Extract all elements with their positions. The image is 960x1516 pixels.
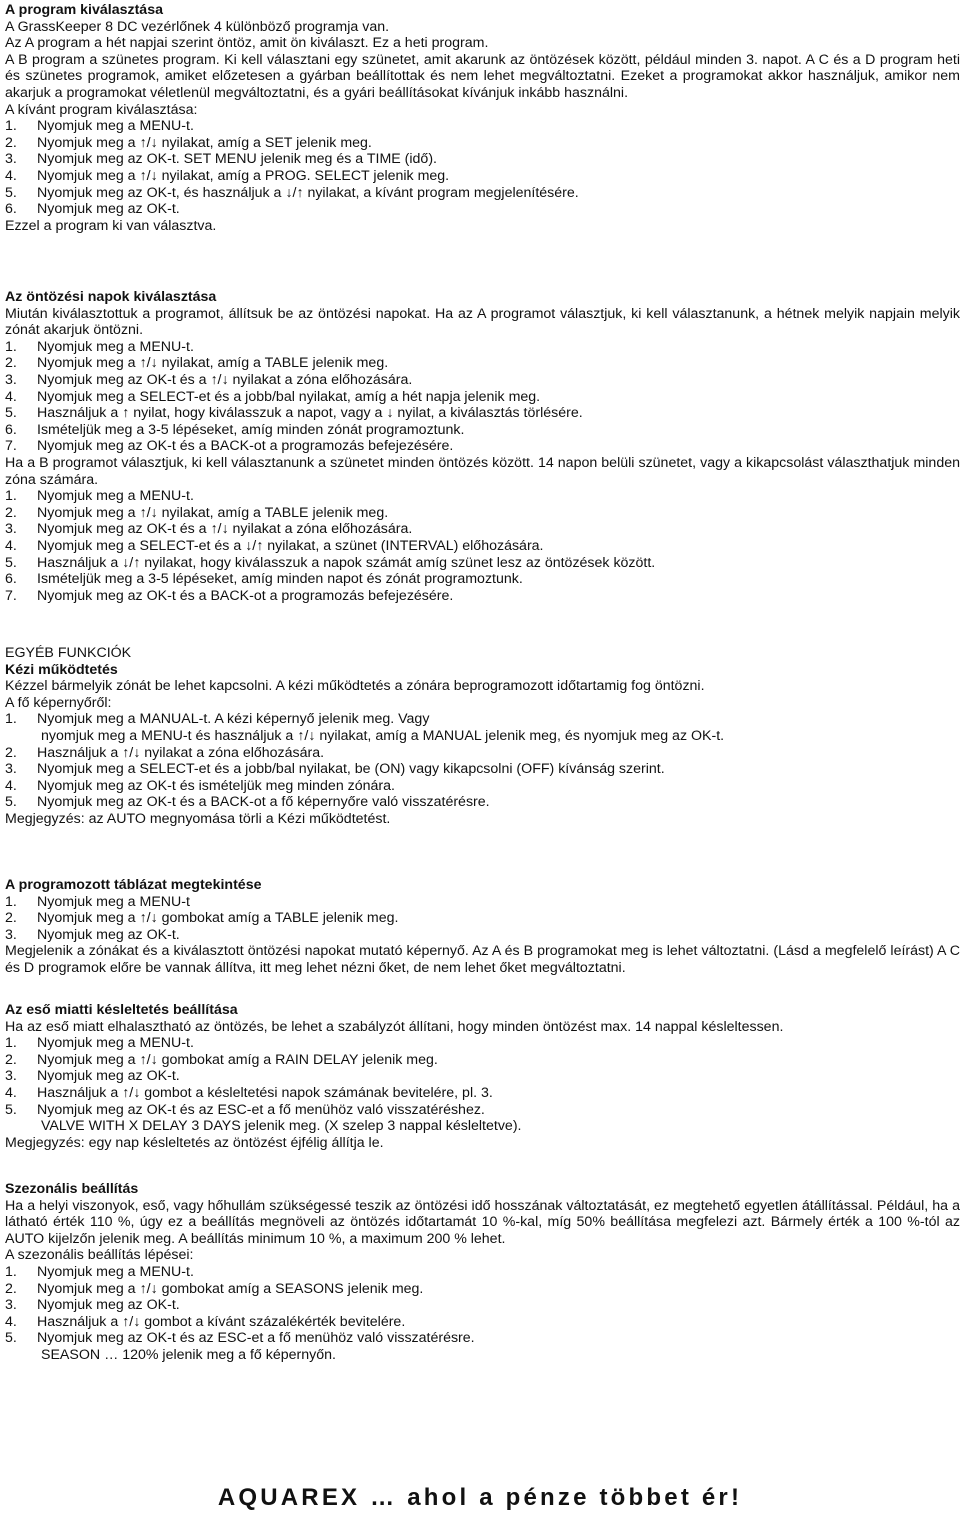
step-text: Nyomjuk meg az OK-t és a ↑/↓ nyilakat a zóna előhozására. <box>37 521 413 538</box>
step-text: Nyomjuk meg az OK-t. <box>37 1068 180 1085</box>
step-item: 2. Nyomjuk meg a ↑/↓ nyilakat, amíg a TABLE jelenik meg. <box>5 355 389 372</box>
paragraph: Megjelenik a zónákat és a kiválasztott öntözési napokat mutató képernyő. Az A és B programokat meg is lehet változtatni. (Lásd a megfelelő leírást) A C és D programok előre be vannak állítva, itt meg lehet nézni őket, de nem lehet őket megváltoztatni. <box>5 943 960 976</box>
step-text: Nyomjuk meg az OK-t és a BACK-ot a programozás befejezésére. <box>37 438 454 455</box>
step-text: Nyomjuk meg az OK-t és a ↑/↓ nyilakat a zóna előhozására. <box>37 371 413 388</box>
step-item: 2. Használjuk a ↑/↓ nyilakat a zóna előhozására. <box>5 744 325 761</box>
step-item: 1. Nyomjuk meg a MENU-t. <box>5 1263 194 1280</box>
step-text: Használjuk a ↑/↓ gombot a késleltetési napok számának bevitelére, pl. 3. <box>37 1084 493 1101</box>
step-item: 4. Használjuk a ↑/↓ gombot a kívánt százalékérték bevitelére. <box>5 1313 406 1330</box>
step-item: 1. Nyomjuk meg a MENU-t. <box>5 338 194 355</box>
paragraph: Ha az eső miatt elhalasztható az öntözés, be lehet a szabályzót állítani, hogy minden öntözést max. 14 nappal késleltessen. <box>5 1018 784 1035</box>
step-item: 7. Nyomjuk meg az OK-t és a BACK-ot a programozás befejezésére. <box>5 587 454 604</box>
step-text: Nyomjuk meg az OK-t. SET MENU jelenik meg és a TIME (idő). <box>37 151 437 168</box>
step-text: Használjuk a ↑ nyilat, hogy kiválasszuk a napot, vagy a ↓ nyilat, a kiválasztás törlésére. <box>37 405 583 422</box>
step-item: 5. Használjuk a ↓/↑ nyilakat, hogy kiválasszuk a napok számát amíg szünet lesz az öntözések között. <box>5 554 656 571</box>
step-item: 3. Nyomjuk meg az OK-t. <box>5 1068 180 1085</box>
step-item: 1. Nyomjuk meg a MENU-t. <box>5 488 194 505</box>
step-text: Nyomjuk meg a ↑/↓ gombokat amíg a TABLE jelenik meg. <box>37 910 399 927</box>
section-title: Kézi működtetés <box>5 661 118 678</box>
step-text: Nyomjuk meg a MENU-t. <box>37 1263 194 1280</box>
section-rain-delay <box>5 1002 960 1151</box>
section-heading: EGYÉB FUNKCIÓK <box>5 645 132 661</box>
section-table <box>5 877 960 977</box>
paragraph: Kézzel bármelyik zónát be lehet kapcsolni. A kézi működtetés a zónára beprogramozott időtartamig fog öntözni. <box>5 678 705 695</box>
step-item: 2. Nyomjuk meg a ↑/↓ gombokat amíg a SEASONS jelenik meg. <box>5 1280 424 1297</box>
step-item: 5. Nyomjuk meg az OK-t és az ESC-et a fő menühöz való visszatéréshez. <box>5 1101 485 1118</box>
step-text: Nyomjuk meg a SELECT-et és a jobb/bal nyilakat, be (ON) vagy kikapcsolni (OFF) kívánság szerint. <box>37 761 665 778</box>
step-text: Nyomjuk meg a ↑/↓ gombokat amíg a SEASONS jelenik meg. <box>37 1280 424 1297</box>
step-item: 1. Nyomjuk meg a MANUAL-t. A kézi képernyő jelenik meg. Vagy <box>5 711 430 728</box>
step-text: Nyomjuk meg a MENU-t. <box>37 118 194 135</box>
step-text: Nyomjuk meg az OK-t. <box>37 1297 180 1314</box>
step-item: 4. Nyomjuk meg a SELECT-et és a ↓/↑ nyilakat, a szünet (INTERVAL) előhozására. <box>5 537 544 554</box>
step-text: Használjuk a ↓/↑ nyilakat, hogy kiválasszuk a napok számát amíg szünet lesz az öntözések között. <box>37 554 656 571</box>
step-text: Nyomjuk meg az OK-t és a BACK-ot a fő képernyőre való visszatérésre. <box>37 794 490 811</box>
paragraph: A GrassKeeper 8 DC vezérlőnek 4 különböző programja van. <box>5 18 390 35</box>
step-text: Nyomjuk meg a MENU-t <box>37 893 190 910</box>
step-text: Nyomjuk meg a ↑/↓ gombokat amíg a RAIN DELAY jelenik meg. <box>37 1051 438 1068</box>
display-text: VALVE WITH X DELAY 3 DAYS jelenik meg. (X szelep 3 nappal késleltetve). <box>41 1118 522 1135</box>
step-item: 3. Nyomjuk meg az OK-t és a ↑/↓ nyilakat a zóna előhozására. <box>5 371 413 388</box>
step-item: 4. Használjuk a ↑/↓ gombot a késleltetési napok számának bevitelére, pl. 3. <box>5 1084 493 1101</box>
step-text: Nyomjuk meg a SELECT-et és a jobb/bal nyilakat, amíg a hét napja jelenik meg. <box>37 388 541 405</box>
step-text: Nyomjuk meg az OK-t, és használjuk a ↓/↑ nyilakat, a kívánt program megjelenítésére. <box>37 184 579 201</box>
step-continuation: nyomjuk meg a MENU-t és használjuk a ↑/↓ nyilakat, amíg a MANUAL jelenik meg, és nyomjuk meg az OK-t. <box>41 727 725 744</box>
step-item: 2. Nyomjuk meg a ↑/↓ gombokat amíg a RAIN DELAY jelenik meg. <box>5 1051 438 1068</box>
footer-slogan: AQUAREX … ahol a pénze többet ér! <box>217 1484 743 1511</box>
step-item: 5. Használjuk a ↑ nyilat, hogy kiválasszuk a napot, vagy a ↓ nyilat, a kiválasztás törlésére. <box>5 405 583 422</box>
paragraph: Ezzel a program ki van választva. <box>5 217 217 234</box>
step-text: Nyomjuk meg az OK-t és a BACK-ot a programozás befejezésére. <box>37 587 454 604</box>
step-text: Nyomjuk meg a ↑/↓ nyilakat, amíg a TABLE jelenik meg. <box>37 355 389 372</box>
step-item: 1. Nyomjuk meg a MENU-t <box>5 893 190 910</box>
step-text: Használjuk a ↑/↓ nyilakat a zóna előhozására. <box>37 744 325 761</box>
step-text: Nyomjuk meg a MENU-t. <box>37 488 194 505</box>
step-item: 3. Nyomjuk meg az OK-t. <box>5 926 180 943</box>
paragraph: Miután kiválasztottuk a programot, állítsuk be az öntözési napokat. Ha az A programot választjuk, ki kell választanunk, a hétnek melyik napjain melyik zónát akarjuk öntözni. <box>5 305 960 339</box>
step-text: Nyomjuk meg az OK-t és ismételjük meg minden zónára. <box>37 777 395 794</box>
note: Megjegyzés: egy nap késleltetés az öntözést éjfélig állítja le. <box>5 1134 384 1151</box>
section-title: Szezonális beállítás <box>5 1181 139 1197</box>
section-days <box>5 289 960 604</box>
paragraph: A szezonális beállítás lépései: <box>5 1247 194 1264</box>
step-text: Nyomjuk meg a SELECT-et és a ↓/↑ nyilakat, a szünet (INTERVAL) előhozására. <box>37 537 544 554</box>
step-text: Ismételjük meg a 3-5 lépéseket, amíg minden napot és zónát programoztunk. <box>37 571 523 588</box>
section-seasonal <box>5 1181 960 1364</box>
step-item: 6. Ismételjük meg a 3-5 lépéseket, amíg minden zónát programoztunk. <box>5 421 465 438</box>
step-item: 6. Nyomjuk meg az OK-t. <box>5 201 180 218</box>
step-text: Nyomjuk meg az OK-t és az ESC-et a fő menühöz való visszatérésre. <box>37 1330 475 1347</box>
step-item: 3. Nyomjuk meg az OK-t és a ↑/↓ nyilakat a zóna előhozására. <box>5 521 413 538</box>
step-text: Nyomjuk meg a ↑/↓ nyilakat, amíg a SET jelenik meg. <box>37 134 372 151</box>
step-text: Nyomjuk meg az OK-t. <box>37 201 180 218</box>
step-text: Nyomjuk meg a MANUAL-t. A kézi képernyő jelenik meg. Vagy <box>37 711 430 728</box>
paragraph: Az A program a hét napjai szerint öntöz, amit ön kiválaszt. Ez a heti program. <box>5 35 489 52</box>
step-item: 5. Nyomjuk meg az OK-t és az ESC-et a fő menühöz való visszatérésre. <box>5 1330 475 1347</box>
paragraph: A fő képernyőről: <box>5 694 112 711</box>
step-text: Nyomjuk meg a ↑/↓ nyilakat, amíg a TABLE jelenik meg. <box>37 504 389 521</box>
section-title: A program kiválasztása <box>5 2 163 18</box>
step-item: 7. Nyomjuk meg az OK-t és a BACK-ot a programozás befejezésére. <box>5 438 454 455</box>
paragraph: A kívánt program kiválasztása: <box>5 101 198 118</box>
step-item: 2. Nyomjuk meg a ↑/↓ nyilakat, amíg a TABLE jelenik meg. <box>5 504 389 521</box>
step-item: 3. Nyomjuk meg a SELECT-et és a jobb/bal nyilakat, be (ON) vagy kikapcsolni (OFF) kívánság szerint. <box>5 761 665 778</box>
step-item: 3. Nyomjuk meg az OK-t. <box>5 1297 180 1314</box>
paragraph: Ha a B programot választjuk, ki kell választanunk a szünetet minden öntözés között. 14 napon belüli szünetet, vagy a kikapcsolást választhatjuk minden zóna számára. <box>5 454 960 488</box>
note: Megjegyzés: az AUTO megnyomása törli a Kézi működtetést. <box>5 810 391 827</box>
section-program <box>5 2 960 234</box>
step-item: 1. Nyomjuk meg a MENU-t. <box>5 1035 194 1052</box>
step-item: 1. Nyomjuk meg a MENU-t. <box>5 118 194 135</box>
step-text: Nyomjuk meg a ↑/↓ nyilakat, amíg a PROG. SELECT jelenik meg. <box>37 167 450 184</box>
step-item: 5. Nyomjuk meg az OK-t és a BACK-ot a fő képernyőre való visszatérésre. <box>5 794 490 811</box>
section-title: Az öntözési napok kiválasztása <box>5 289 217 305</box>
step-item: 4. Nyomjuk meg a ↑/↓ nyilakat, amíg a PROG. SELECT jelenik meg. <box>5 167 450 184</box>
step-item: 6. Ismételjük meg a 3-5 lépéseket, amíg minden napot és zónát programoztunk. <box>5 571 523 588</box>
step-text: Nyomjuk meg a MENU-t. <box>37 1035 194 1052</box>
paragraph: A B program a szünetes program. Ki kell választani egy szünetet, amit akarunk az öntözések között, például minden 3. napot. A C és a D program heti és szünetes programok, amiket előzetesen a gyárban beállítottak és nem lehet megváltoztatni. Ezeket a programokat akkor használjuk, amikor nem akarjuk a programokat véletlenül megváltoztatni, és a gyári beállításokat kívánjuk inkább használni. <box>5 51 960 101</box>
step-item: 2. Nyomjuk meg a ↑/↓ gombokat amíg a TABLE jelenik meg. <box>5 910 399 927</box>
step-item: 5. Nyomjuk meg az OK-t, és használjuk a ↓/↑ nyilakat, a kívánt program megjelenítésére. <box>5 184 579 201</box>
step-item: 3. Nyomjuk meg az OK-t. SET MENU jelenik meg és a TIME (idő). <box>5 151 437 168</box>
step-item: 2. Nyomjuk meg a ↑/↓ nyilakat, amíg a SET jelenik meg. <box>5 134 372 151</box>
section-other <box>5 645 960 828</box>
step-text: Ismételjük meg a 3-5 lépéseket, amíg minden zónát programoztunk. <box>37 421 465 438</box>
step-text: Használjuk a ↑/↓ gombot a kívánt százalékérték bevitelére. <box>37 1313 406 1330</box>
display-text: SEASON … 120% jelenik meg a fő képernyőn. <box>41 1346 336 1363</box>
section-title: Az eső miatti késleltetés beállítása <box>5 1002 238 1018</box>
step-text: Nyomjuk meg az OK-t. <box>37 926 180 943</box>
section-title: A programozott táblázat megtekintése <box>5 877 262 893</box>
step-item: 4. Nyomjuk meg az OK-t és ismételjük meg minden zónára. <box>5 777 395 794</box>
step-text: Nyomjuk meg a MENU-t. <box>37 338 194 355</box>
step-text: Nyomjuk meg az OK-t és az ESC-et a fő menühöz való visszatéréshez. <box>37 1101 485 1118</box>
step-item: 4. Nyomjuk meg a SELECT-et és a jobb/bal nyilakat, amíg a hét napja jelenik meg. <box>5 388 541 405</box>
paragraph: Ha a helyi viszonyok, eső, vagy hőhullám szükségessé teszik az öntözési idő hosszának változtatását, ez megtehető egyetlen átállítással. Például, ha a látható érték 110 %, úgy ez a beállítás megnöveli az öntözés időtartamát 10 %-kal, míg 50% beállítása megfelezi azt. Bármely érték a 100 %-tól az AUTO kijelzőn jelenik meg. A beállítás minimum 10 %, a maximum 200 % lehet. <box>5 1197 960 1247</box>
